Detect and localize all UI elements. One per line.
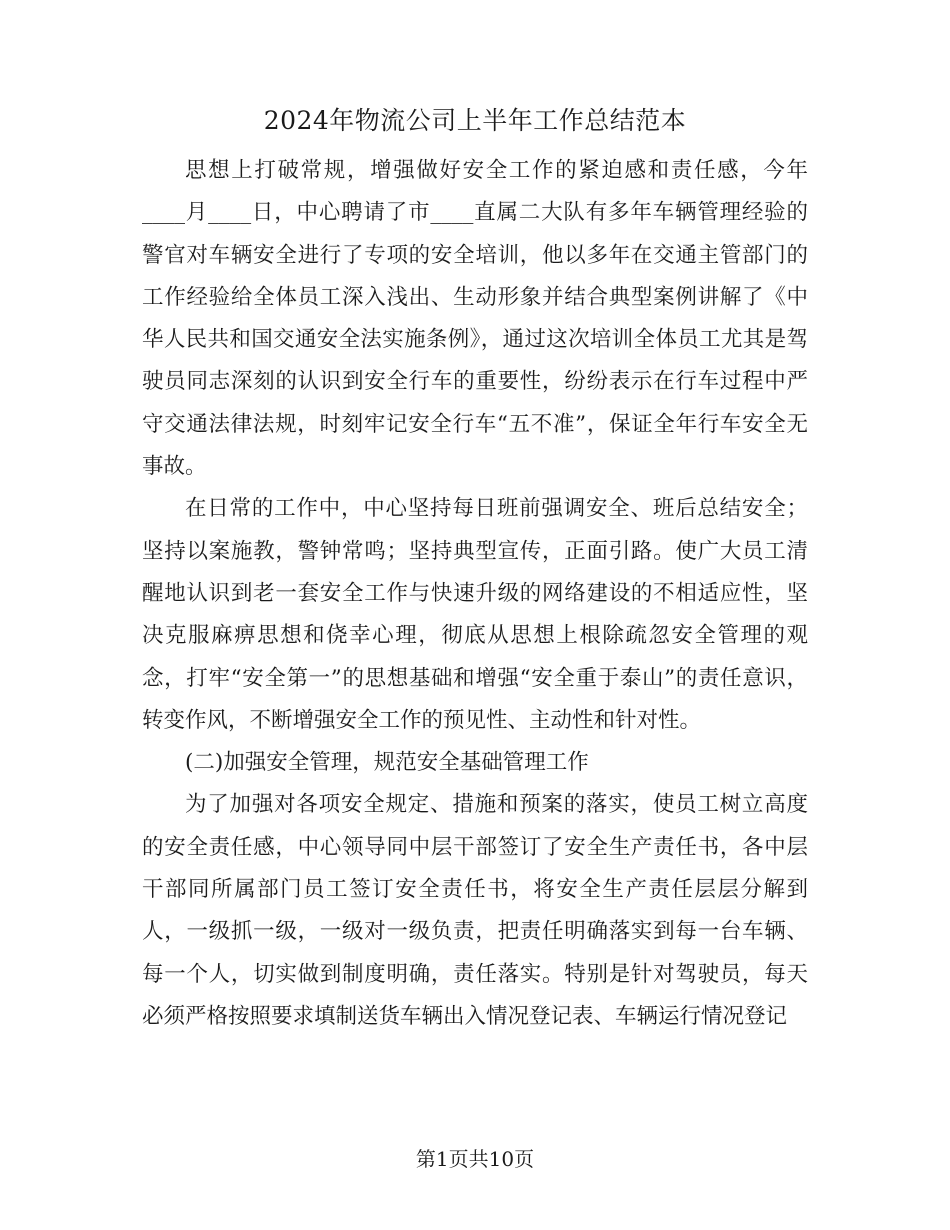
section-heading-safety-management: (二)加强安全管理，规范安全基础管理工作 (185, 750, 589, 776)
page-number-footer: 第1页共10页 (415, 1147, 535, 1171)
paragraph-safety-training: 思想上打破常规，增强做好安全工作的紧迫感和责任感，今年____月____日，中心聘请了市____直属二大队有多年车辆管理经验的警官对车辆安全进行了专项的安全培训，他以多年在交通主管部门的工作经验给全体员工深入浅出、生动形象并结合典型案例讲解了《中华人民共和国交通安全法实施条例》，通过这次培训全体员工尤其是驾驶员同志深刻的认识到安全行车的重要性，纷纷表示在行车过程中严守交通法律法规，时刻牢记安全行车“五不准”，保证全年行车安全无事故。 (142, 158, 808, 480)
document-title: 2024年物流公司上半年工作总结范本 (263, 106, 687, 135)
paragraph-responsibility: 为了加强对各项安全规定、措施和预案的落实，使员工树立高度的安全责任感，中心领导同中层干部签订了安全生产责任书，各中层干部同所属部门员工签订安全责任书，将安全生产责任层层分解到人，一级抓一级，一级对一级负责，把责任明确落实到每一台车辆、每一个人，切实做到制度明确，责任落实。特别是针对驾驶员，每天必须严格按照要求填制送货车辆出入情况登记表、车辆运行情况登记 (142, 792, 808, 1029)
paragraph-daily-safety: 在日常的工作中，中心坚持每日班前强调安全、班后总结安全；坚持以案施教，警钟常鸣；坚持典型宣传，正面引路。使广大员工清醒地认识到老一套安全工作与快速升级的网络建设的不相适应性，坚决克服麻痹思想和侥幸心理，彻底从思想上根除疏忽安全管理的观念，打牢“安全第一”的思想基础和增强“安全重于泰山”的责任意识，转变作风，不断增强安全工作的预见性、主动性和针对性。 (142, 496, 809, 733)
document-body (142, 150, 808, 1038)
